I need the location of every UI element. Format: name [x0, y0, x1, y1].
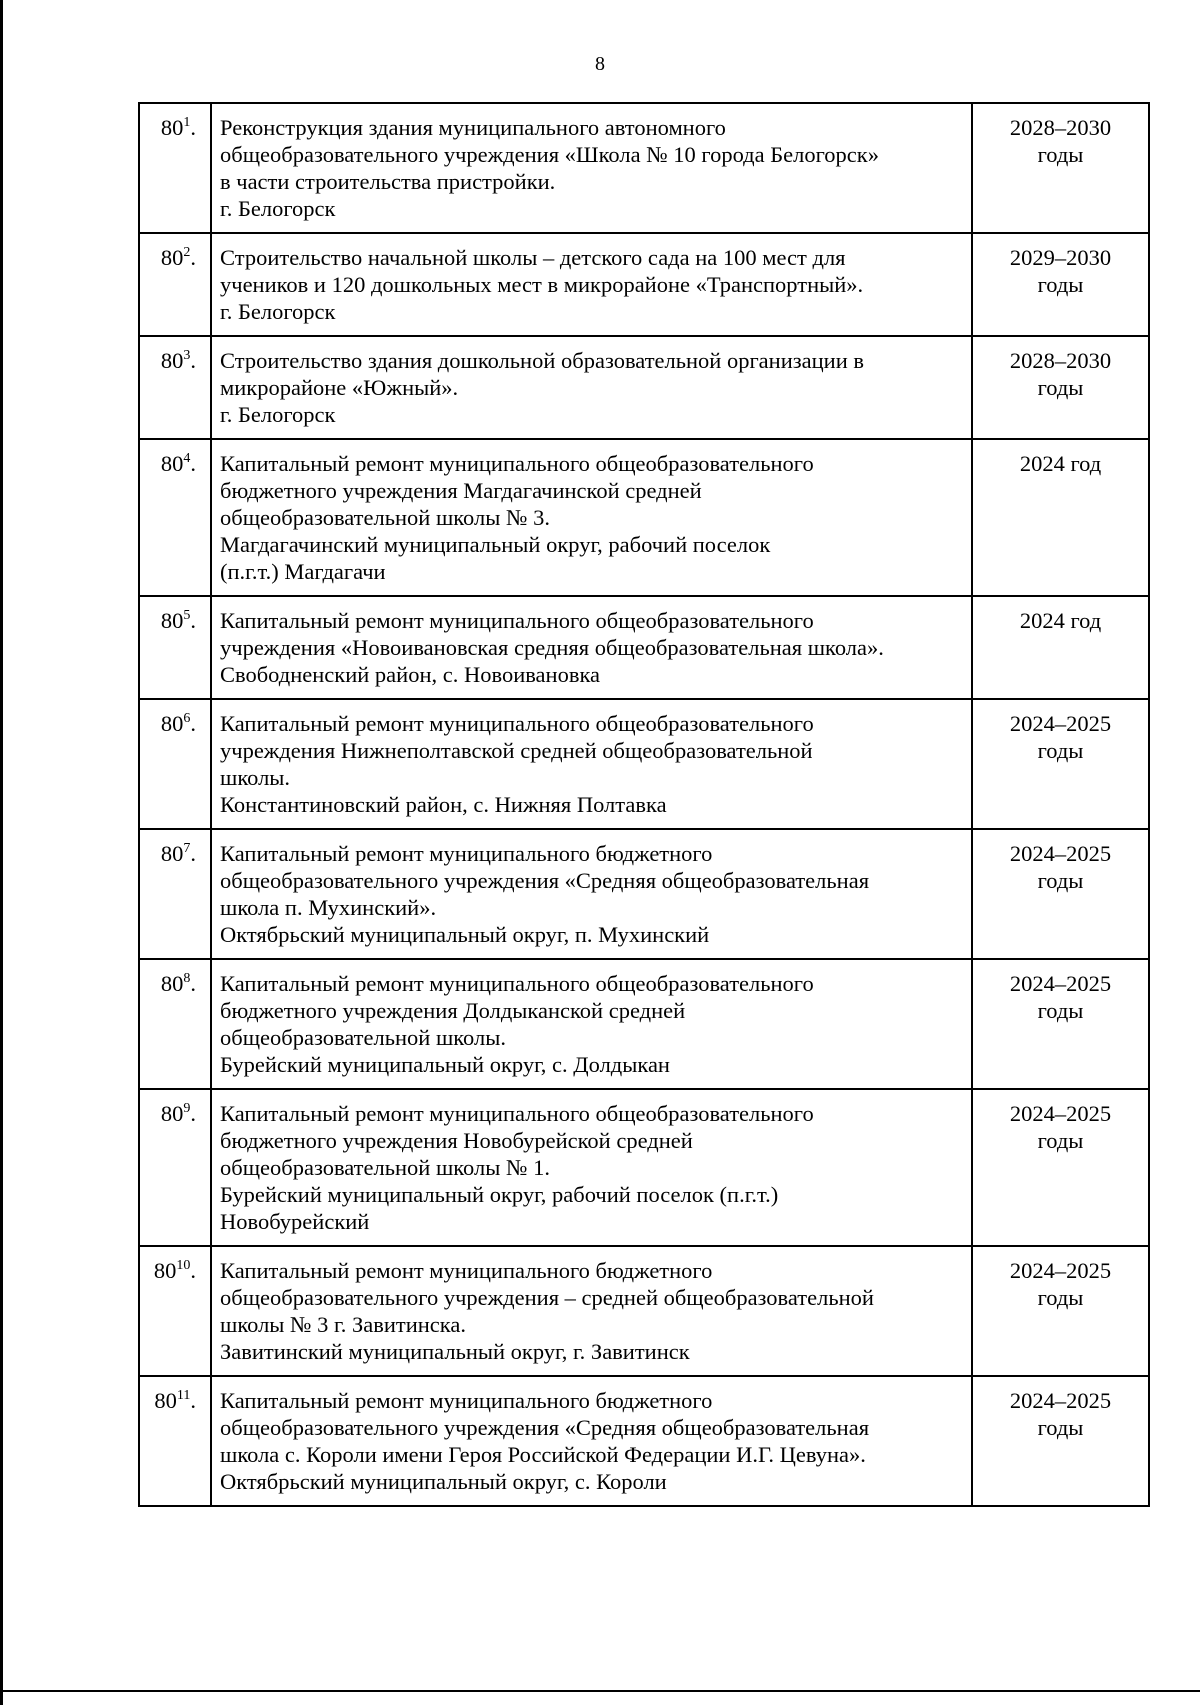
row-description: Капитальный ремонт муниципального общеобразовательного учреждения Нижнеполтавской средней общеобразовательной школы. Константиновский район, с. Нижняя Полтавка: [211, 699, 972, 829]
row-number-superscript: 1: [183, 115, 191, 130]
row-number-base: 80: [153, 1258, 177, 1283]
row-period: 2028–2030 годы: [972, 336, 1149, 439]
row-description: Капитальный ремонт муниципального бюджетного общеобразовательного учреждения – средней общеобразовательной школы № 3 г. Завитинска. Завитинский муниципальный округ, г. Завитинск: [211, 1246, 972, 1376]
row-number-suffix: .: [190, 1101, 196, 1126]
row-number-base: 80: [160, 841, 184, 866]
row-period: 2024–2025 годы: [972, 959, 1149, 1089]
table-row: [139, 1246, 1149, 1376]
row-number-suffix: .: [190, 608, 196, 633]
row-number-superscript: 3: [183, 348, 191, 363]
row-period: 2024 год: [972, 596, 1149, 699]
row-number-superscript: 2: [183, 245, 191, 260]
objects-table-body: [139, 103, 1149, 1506]
row-number: [139, 1246, 211, 1376]
row-number-superscript: 4: [183, 451, 191, 466]
row-number: [139, 829, 211, 959]
table-row: [139, 829, 1149, 959]
row-number-base: 80: [160, 971, 184, 996]
row-description: Капитальный ремонт муниципального бюджетного общеобразовательного учреждения «Средняя общеобразовательная школа с. Короли имени Героя Российской Федерации И.Г. Цевуна». Октябрьский муниципальный округ, с. Короли: [211, 1376, 972, 1506]
row-number: [139, 1089, 211, 1246]
table-row: [139, 1089, 1149, 1246]
row-number-superscript: 5: [183, 608, 191, 623]
row-description: Строительство здания дошкольной образовательной организации в микрорайоне «Южный». г. Белогорск: [211, 336, 972, 439]
row-number: [139, 336, 211, 439]
row-number-base: 80: [160, 115, 184, 140]
row-period: 2024 год: [972, 439, 1149, 596]
row-number-suffix: .: [190, 1258, 196, 1283]
row-period: 2024–2025 годы: [972, 1089, 1149, 1246]
row-number-suffix: .: [190, 841, 196, 866]
row-number-suffix: .: [190, 971, 196, 996]
row-number-base: 80: [160, 711, 184, 736]
row-number-base: 80: [160, 348, 184, 373]
row-period: 2024–2025 годы: [972, 1376, 1149, 1506]
row-number-suffix: .: [190, 115, 196, 140]
row-period: 2028–2030 годы: [972, 103, 1149, 233]
row-number-superscript: 6: [183, 711, 191, 726]
row-number: [139, 439, 211, 596]
row-number: [139, 959, 211, 1089]
row-number-base: 80: [160, 451, 184, 476]
table-row: [139, 699, 1149, 829]
row-description: Капитальный ремонт муниципального бюджетного общеобразовательного учреждения «Средняя общеобразовательная школа п. Мухинский». Октябрьский муниципальный округ, п. Мухинский: [211, 829, 972, 959]
row-number-suffix: .: [190, 348, 196, 373]
row-description: Капитальный ремонт муниципального общеобразовательного бюджетного учреждения Новобурейской средней общеобразовательной школы № 1. Бурейский муниципальный округ, рабочий поселок (п.г.т.) Новобурейский: [211, 1089, 972, 1246]
table-row: [139, 233, 1149, 336]
scan-edge-bottom: [0, 1690, 1200, 1692]
row-number-superscript: 10: [176, 1258, 191, 1273]
scan-edge-left: [0, 0, 3, 1705]
row-description: Строительство начальной школы – детского сада на 100 мест для учеников и 120 дошкольных мест в микрорайоне «Транспортный». г. Белогорск: [211, 233, 972, 336]
row-number-base: 80: [154, 1388, 177, 1413]
objects-table: [138, 102, 1150, 1507]
table-row: [139, 336, 1149, 439]
row-number-suffix: .: [190, 711, 196, 736]
row-period: 2024–2025 годы: [972, 699, 1149, 829]
row-number-superscript: 8: [183, 971, 191, 986]
row-number-base: 80: [160, 608, 184, 633]
table-row: [139, 959, 1149, 1089]
row-number-suffix: .: [190, 1388, 196, 1413]
row-description: Капитальный ремонт муниципального общеобразовательного бюджетного учреждения Долдыканской средней общеобразовательной школы. Бурейский муниципальный округ, с. Долдыкан: [211, 959, 972, 1089]
row-description: Капитальный ремонт муниципального общеобразовательного бюджетного учреждения Магдагачинской средней общеобразовательной школы № 3. Магдагачинский муниципальный округ, рабочий поселок (п.г.т.) Магдагачи: [211, 439, 972, 596]
row-period: 2024–2025 годы: [972, 1246, 1149, 1376]
row-number-suffix: .: [190, 451, 196, 476]
page-number: 8: [595, 53, 605, 75]
table-row: [139, 1376, 1149, 1506]
row-number-superscript: 7: [183, 841, 191, 856]
row-number-suffix: .: [190, 245, 196, 270]
row-number: [139, 699, 211, 829]
row-number: [139, 1376, 211, 1506]
row-number-superscript: 11: [176, 1388, 191, 1403]
table-row: [139, 103, 1149, 233]
row-period: 2024–2025 годы: [972, 829, 1149, 959]
row-description: Капитальный ремонт муниципального общеобразовательного учреждения «Новоивановская средняя общеобразовательная школа». Свободненский район, с. Новоивановка: [211, 596, 972, 699]
row-number-base: 80: [160, 245, 184, 270]
table-row: [139, 596, 1149, 699]
row-number-superscript: 9: [183, 1101, 191, 1116]
table-row: [139, 439, 1149, 596]
row-number: [139, 103, 211, 233]
row-number-base: 80: [160, 1101, 184, 1126]
row-description: Реконструкция здания муниципального автономного общеобразовательного учреждения «Школа № 10 города Белогорск» в части строительства пристройки. г. Белогорск: [211, 103, 972, 233]
row-number: [139, 233, 211, 336]
row-period: 2029–2030 годы: [972, 233, 1149, 336]
row-number: [139, 596, 211, 699]
